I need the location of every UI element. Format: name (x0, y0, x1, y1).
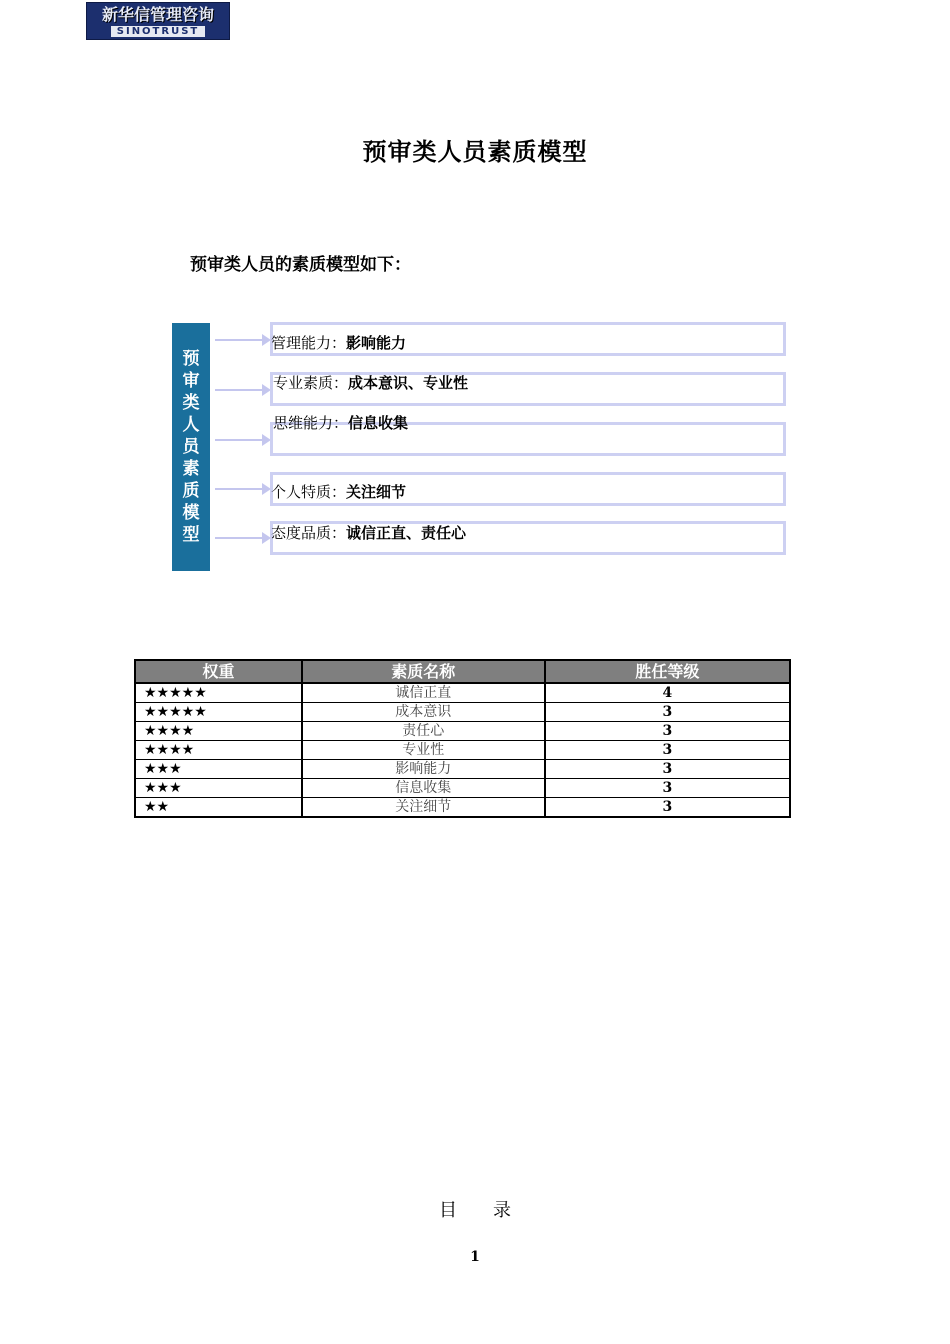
weight-cell: ★★★★ (135, 722, 302, 741)
level-cell: 3 (545, 798, 790, 818)
model-item-value: 成本意识、专业性 (348, 374, 469, 392)
page-title: 预审类人员素质模型 (362, 138, 588, 166)
level-cell: 3 (545, 779, 790, 798)
level-cell: 3 (545, 760, 790, 779)
vertical-char: 模 (182, 503, 200, 523)
header-level: 胜任等级 (545, 660, 790, 683)
model-item-thinking (273, 412, 408, 433)
weight-cell: ★★★★ (135, 741, 302, 760)
model-item-category: 态度品质： (271, 524, 347, 542)
vertical-char: 类 (182, 393, 200, 413)
vertical-char: 员 (182, 437, 200, 457)
model-item-personal (271, 481, 406, 502)
table-row (135, 703, 790, 722)
competency-cell: 成本意识 (302, 703, 545, 722)
competency-cell: 专业性 (302, 741, 545, 760)
model-item-value: 诚信正直、责任心 (346, 524, 467, 542)
model-item-category: 思维能力： (273, 414, 349, 432)
arrow-connector (215, 389, 269, 391)
weight-cell: ★★★ (135, 760, 302, 779)
company-logo (86, 2, 230, 40)
competency-cell: 诚信正直 (302, 683, 545, 703)
level-cell: 3 (545, 703, 790, 722)
model-item-category: 管理能力： (271, 334, 347, 352)
table-row (135, 779, 790, 798)
table-header-row (135, 660, 790, 683)
vertical-char: 预 (182, 349, 200, 369)
vertical-char: 人 (182, 415, 200, 435)
table-row (135, 683, 790, 703)
intro-text: 预审类人员的素质模型如下： (190, 255, 411, 275)
table-row (135, 798, 790, 818)
model-item-category: 专业素质： (273, 374, 349, 392)
vertical-char: 型 (182, 525, 200, 545)
model-item-attitude (271, 522, 466, 543)
arrow-connector (215, 537, 269, 539)
model-item-category: 个人特质： (271, 483, 347, 501)
arrow-connector (215, 339, 269, 341)
header-name: 素质名称 (302, 660, 545, 683)
page-number: 1 (470, 1249, 480, 1265)
vertical-char: 素 (182, 459, 200, 479)
model-item-management (271, 332, 406, 353)
logo-chinese-text: 新华信管理咨询 (101, 5, 214, 24)
vertical-char: 审 (182, 371, 200, 391)
level-cell: 3 (545, 741, 790, 760)
model-item-value: 关注细节 (346, 483, 407, 501)
competency-table (134, 659, 791, 818)
weight-cell: ★★★★★ (135, 683, 302, 703)
toc-heading: 目 录 (439, 1200, 511, 1221)
arrow-connector (215, 488, 269, 490)
competency-cell: 信息收集 (302, 779, 545, 798)
model-item-value: 影响能力 (346, 334, 407, 352)
table-row (135, 722, 790, 741)
header-weight: 权重 (135, 660, 302, 683)
level-cell: 4 (545, 683, 790, 703)
table-row (135, 741, 790, 760)
model-item-professional (273, 372, 468, 393)
weight-cell: ★★★★★ (135, 703, 302, 722)
vertical-char: 质 (182, 481, 200, 501)
competency-cell: 责任心 (302, 722, 545, 741)
competency-cell: 关注细节 (302, 798, 545, 818)
level-cell: 3 (545, 722, 790, 741)
model-vertical-label (172, 323, 210, 571)
arrow-connector (215, 439, 269, 441)
table-row (135, 760, 790, 779)
competency-cell: 影响能力 (302, 760, 545, 779)
model-item-value: 信息收集 (348, 414, 409, 432)
weight-cell: ★★ (135, 798, 302, 818)
weight-cell: ★★★ (135, 779, 302, 798)
logo-english-text: SINOTRUST (111, 26, 205, 37)
